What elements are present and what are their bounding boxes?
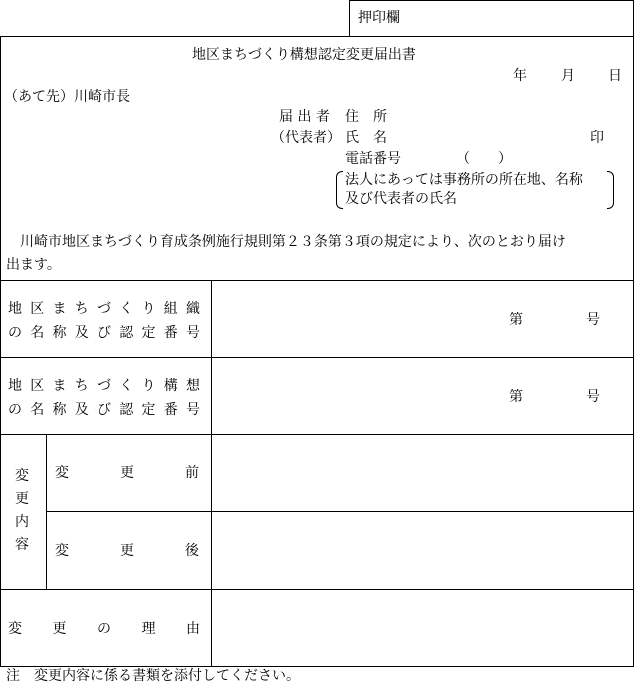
change-after-char: 更 [120,543,134,559]
row1-value-field[interactable] [220,300,490,340]
reason-char: 変 [8,621,22,637]
row2-dai: 第 [509,389,523,405]
stamp-box-label: 押印欄 [358,10,400,26]
row1-go: 号 [586,312,600,328]
row1-label-line2 [8,322,200,342]
change-after-label [55,542,199,560]
row2-go: 号 [586,389,600,405]
seal-mark: 印 [590,130,604,146]
intro-line2: 出ます。 [6,257,61,273]
row1-label-line1-char: ま [52,301,67,317]
corp-note-left-bracket [336,171,343,209]
change-group-label [12,465,32,557]
row1-label-line2-char: 番 [163,325,178,341]
row1-label-line2-char: び [97,325,111,341]
address-label: 住 所 [345,109,387,125]
change-before-char: 更 [120,465,134,481]
row1-label-line1-char: 織 [186,301,200,317]
row1-label-line2-char: 号 [186,325,200,341]
reason-char: 更 [52,621,67,637]
row1-label-line2-char: 定 [141,325,156,341]
row2-label-line1-char: ち [74,378,89,394]
change-after-char: 変 [55,543,69,559]
reason-char: 理 [141,621,156,637]
row1-label-line1-char: 組 [163,301,178,317]
row2-label-line1-char: 想 [186,378,200,394]
row1-label-line1-char: 地 [8,301,22,317]
row2-label-line1-char: づ [97,378,111,394]
row2-label-line2-char: の [8,402,22,418]
corp-note-right-bracket [607,171,614,209]
row2-label-line2-char: 名 [30,402,45,418]
corp-note-line2: 及び代表者の氏名 [345,191,457,207]
change-after-field[interactable] [220,522,620,578]
row2-label-line2-char: 及 [74,402,89,418]
corp-note-line1: 法人にあっては事務所の所在地、名称 [345,172,583,188]
change-before-label [55,464,199,482]
row1-label-line1-char: く [119,301,134,317]
row1-label-line1-char: 区 [30,301,45,317]
row2-label-line1-char: 地 [8,378,22,394]
reason-char: 由 [186,621,200,637]
intro-line1: 川崎市地区まちづくり育成条例施行規則第２３条第３項の規定により、次のとおり届け [20,234,566,250]
row2-label-line2-char: 称 [52,402,67,418]
row1-label-line1-char: づ [97,301,111,317]
change-group-char: 変 [15,468,29,484]
row2-label-line2-char: 番 [163,402,178,418]
row2-label-line1-char: り [141,378,156,394]
row1-label-line2-char: 認 [119,325,134,341]
name-label: 氏 名 [345,130,387,146]
row2-label-line1-char: 構 [163,378,178,394]
footer-note: 注 変更内容に係る書類を添付してください。 [6,668,300,684]
row1-label-line2-char: の [8,325,22,341]
row1-label-line1-char: ち [74,301,89,317]
row2-label-line2 [8,399,200,419]
row2-value-field[interactable] [220,377,490,417]
row1-label [8,298,200,342]
change-group-char: 内 [15,514,29,530]
change-before-char: 前 [185,465,199,481]
row1-label-line2-char: 名 [30,325,45,341]
addressee: （あて先）川崎市長 [4,89,130,105]
row2-label-line1-char: く [119,378,134,394]
row2-label-line2-char: 号 [186,402,200,418]
date-day: 日 [608,68,622,84]
row2-label-line1 [8,375,200,395]
reason-label [8,620,200,638]
row1-dai: 第 [509,312,523,328]
change-group-char: 更 [15,491,29,507]
row1-label-line1-char: り [141,301,156,317]
phone-parens: （ ） [456,151,512,167]
change-after-char: 後 [185,543,199,559]
row2-label-line2-char: 定 [141,402,156,418]
date-month: 月 [561,68,575,84]
applicant-role-line2: （代表者） [271,130,341,146]
row2-label-line1-char: ま [52,378,67,394]
reason-field[interactable] [220,600,620,656]
row2-label [8,375,200,419]
reason-char: の [97,621,111,637]
row1-label-line2-char: 称 [52,325,67,341]
change-before-char: 変 [55,465,69,481]
form-title: 地区まちづくり構想認定変更届出書 [192,47,416,63]
date-year: 年 [513,68,527,84]
change-group-char: 容 [15,537,29,553]
row2-label-line1-char: 区 [30,378,45,394]
row2-label-line2-char: び [97,402,111,418]
row2-label-line2-char: 認 [119,402,134,418]
row1-label-line2-char: 及 [74,325,89,341]
change-before-field[interactable] [220,445,620,501]
row1-label-line1 [8,298,200,318]
phone-label: 電話番号 [345,151,401,167]
applicant-role-line1: 届 出 者 [279,109,330,125]
